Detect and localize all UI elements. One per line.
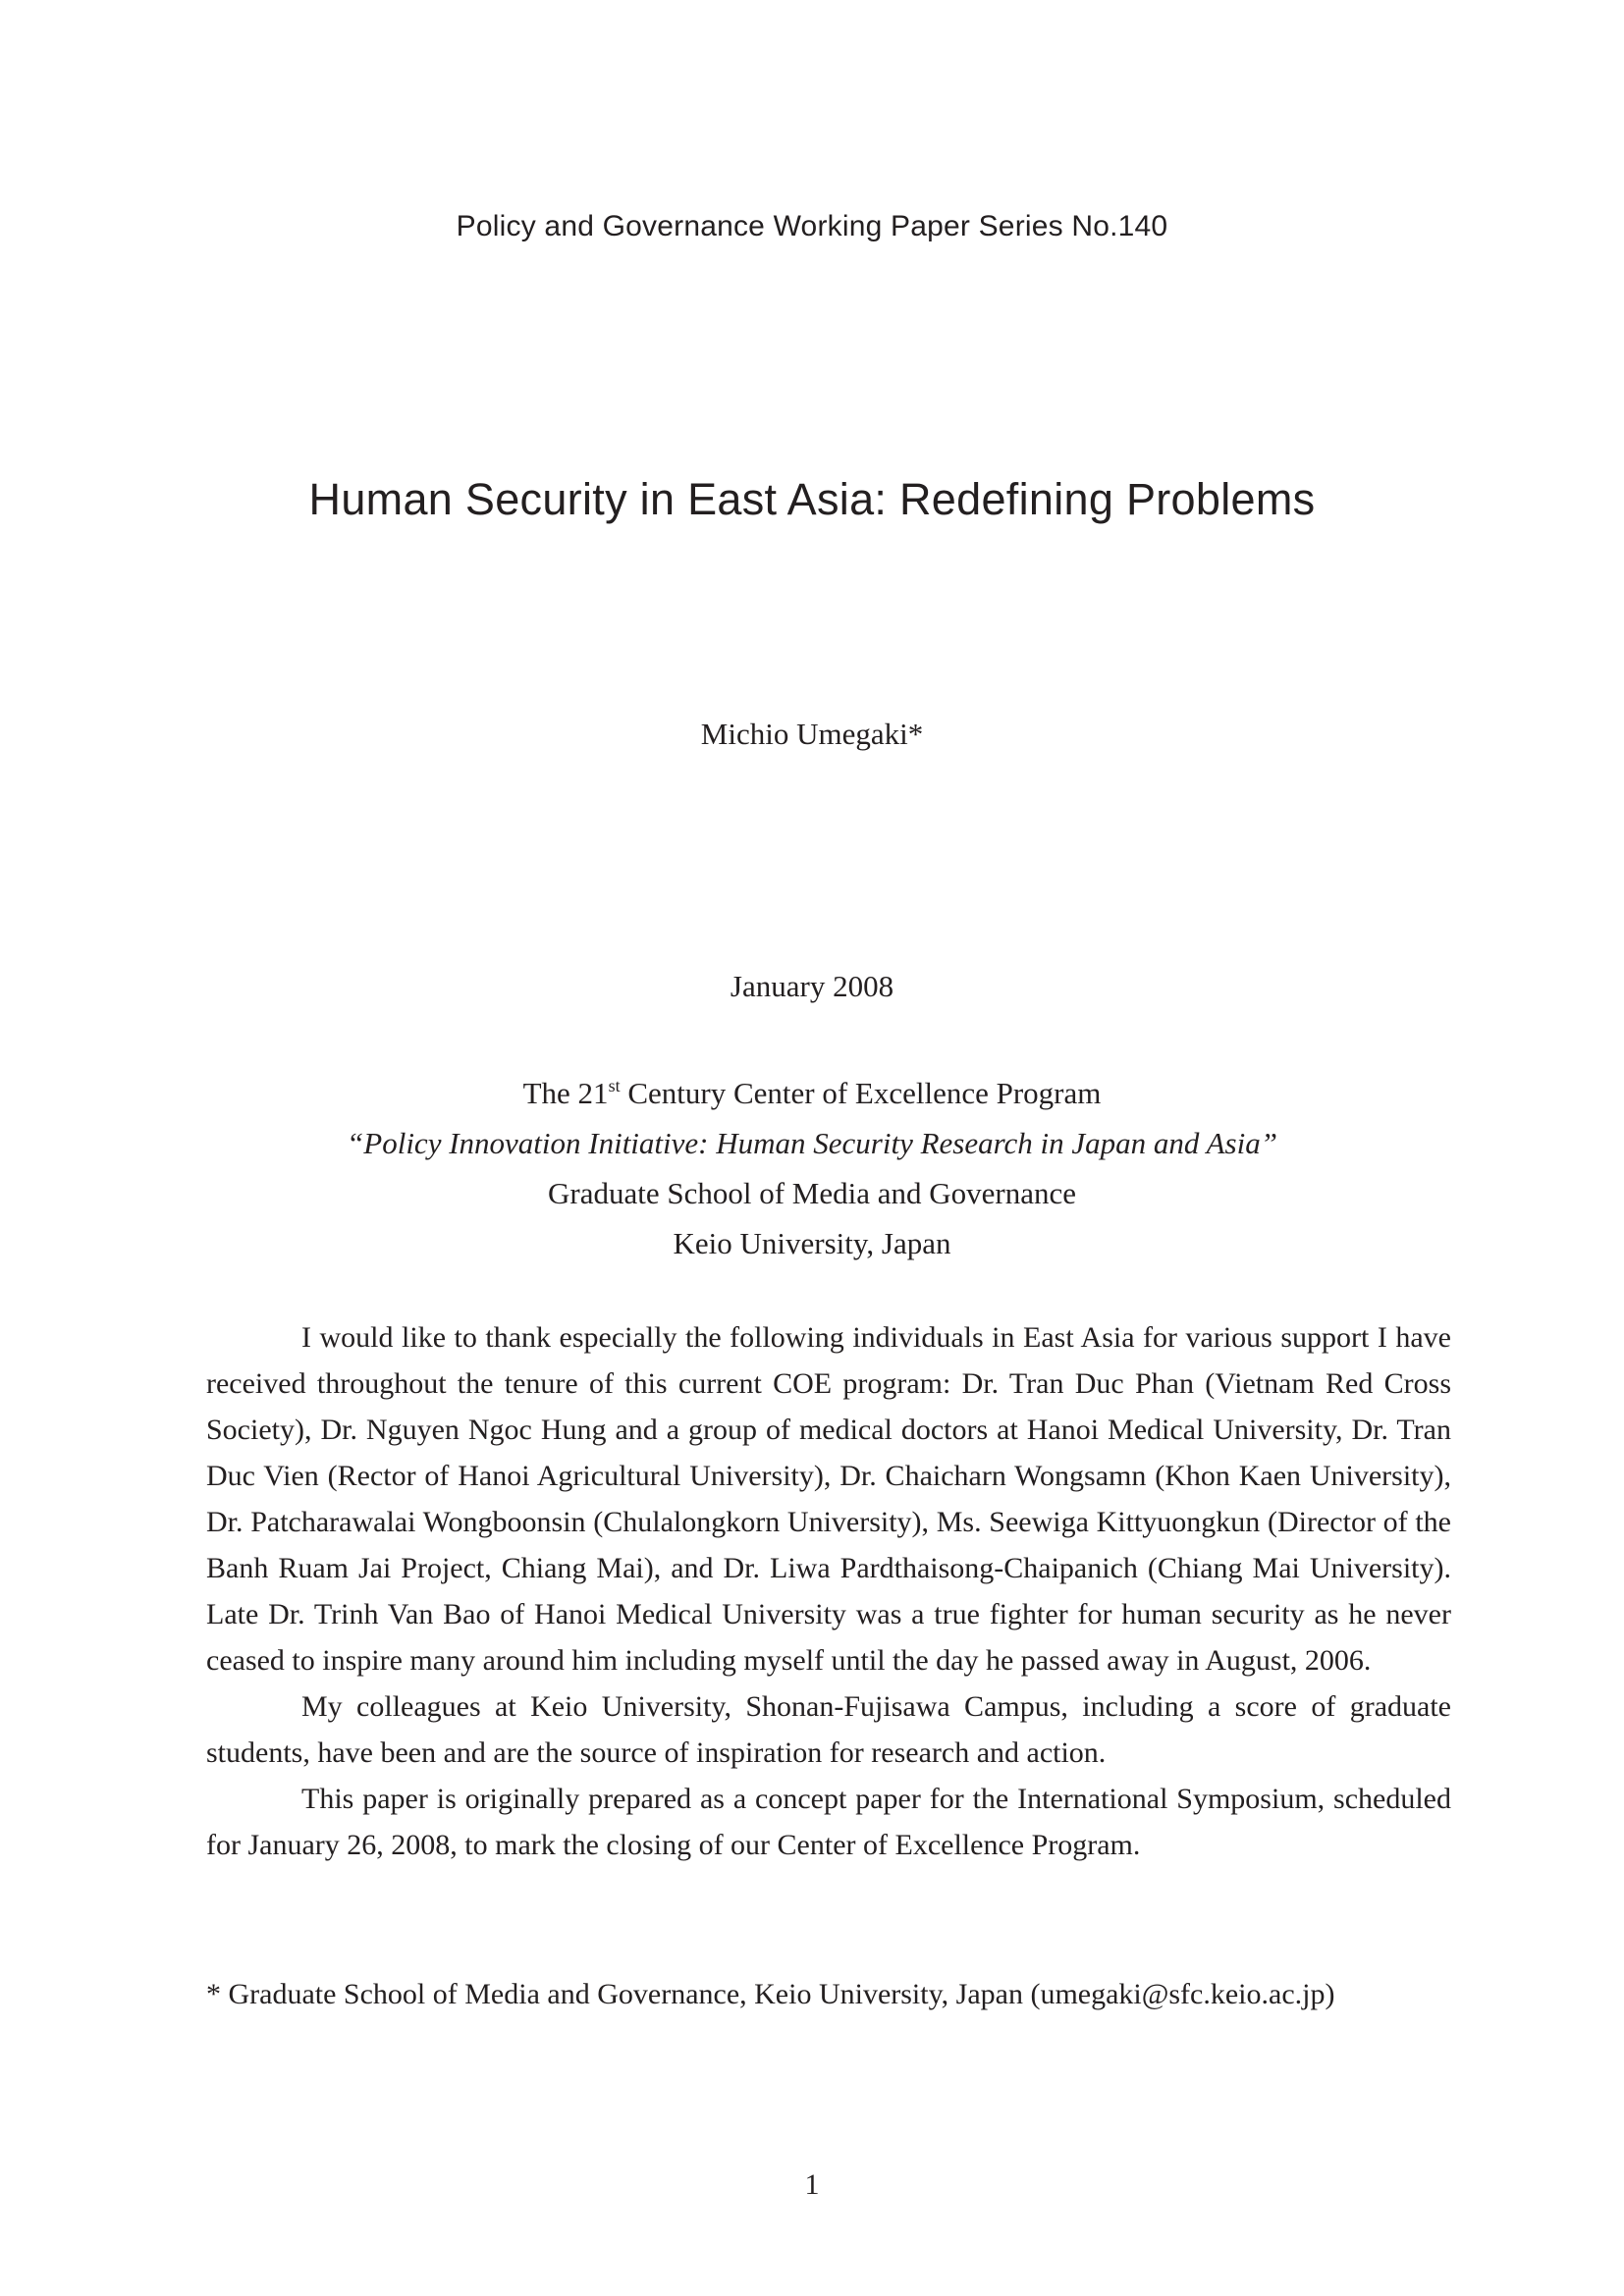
- program-superscript: st: [608, 1076, 621, 1095]
- acknowledgements: [206, 1314, 1451, 1868]
- program-suffix: Century Center of Excellence Program: [620, 1076, 1102, 1110]
- ack-paragraph-2: My colleagues at Keio University, Shonan-Fujisawa Campus, including a score of graduate students, have been and are the source of inspiration for research and action.: [206, 1690, 1451, 1769]
- paper-title: Human Security in East Asia: Redefining Problems: [308, 474, 1316, 524]
- publication-date: January 2008: [730, 969, 894, 1003]
- ack-paragraph-3: This paper is originally prepared as a concept paper for the International Symposium, scheduled for January 26, 2008, to mark the closing of our Center of Excellence Program.: [206, 1783, 1451, 1861]
- program-prefix: The 21: [522, 1076, 609, 1110]
- school-name: Graduate School of Media and Governance: [548, 1176, 1076, 1210]
- university-name: Keio University, Japan: [673, 1226, 951, 1260]
- page-number: 1: [804, 2168, 820, 2201]
- author-name: Michio Umegaki*: [700, 717, 924, 751]
- project-name: “Policy Innovation Initiative: Human Security Research in Japan and Asia”: [347, 1126, 1277, 1160]
- affiliation-block: [0, 1068, 1624, 1268]
- ack-paragraph-1: I would like to thank especially the following individuals in East Asia for various support I have received throughout the tenure of this current COE program: Dr. Tran Duc Phan (Vietnam Red Cross Society), Dr. Nguyen Ngoc Hung and a group of medical doctors at Hanoi Medical University, Dr. Tran Duc Vien (Rector of Hanoi Agricultural University), Dr. Chaicharn Wongsamn (Khon Kaen University), Dr. Patcharawalai Wongboonsin (Chulalongkorn University), Ms. Seewiga Kittyuongkun (Director of the Banh Ruam Jai Project, Chiang Mai), and Dr. Liwa Pardthaisong-Chaipanich (Chiang Mai University). Late Dr. Trinh Van Bao of Hanoi Medical University was a true fighter for human security as he never ceased to inspire many around him including myself until the day he passed away in August, 2006.: [206, 1321, 1451, 1677]
- author-footnote: * Graduate School of Media and Governance, Keio University, Japan (umegaki@sfc.keio.ac.jp): [206, 1978, 1335, 2010]
- series-header: Policy and Governance Working Paper Series No.140: [456, 210, 1168, 242]
- program-line: [0, 1068, 1624, 1118]
